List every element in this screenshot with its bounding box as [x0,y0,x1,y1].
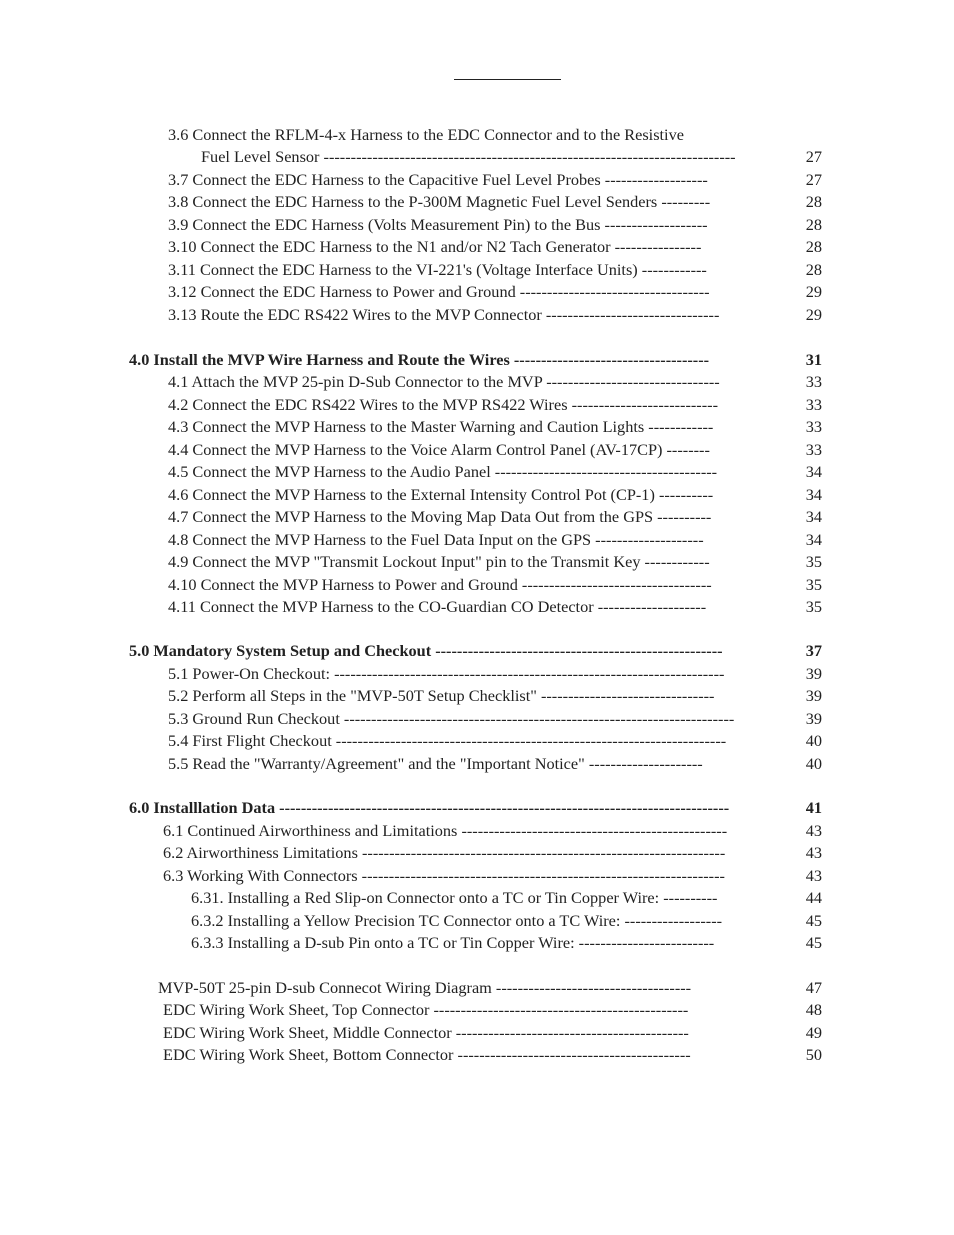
toc-entry-page: 40 [792,730,822,752]
toc-entry[interactable] [168,394,822,416]
toc-entry-title: 4.3 Connect the MVP Harness to the Master Warning and Caution Lights ------------ [168,417,714,436]
toc-entry[interactable] [191,932,822,954]
toc-entry-page: 35 [792,574,822,596]
toc-entry-page: 40 [792,753,822,775]
toc-entry-page: 33 [792,416,822,438]
toc-entry-title: 6.3.3 Installing a D-sub Pin onto a TC or Tin Copper Wire: ------------------------- [191,933,715,952]
toc-entry[interactable] [168,191,822,213]
toc-entry[interactable] [168,304,822,326]
toc-entry-page: 45 [792,932,822,954]
toc-entry[interactable] [168,461,822,483]
toc-entry-page: 34 [792,484,822,506]
toc-entry-page: 35 [792,596,822,618]
toc-entry-title: 4.7 Connect the MVP Harness to the Moving Map Data Out from the GPS ---------- [168,507,712,526]
toc-entry[interactable] [168,753,822,775]
toc-entry-page: 28 [792,236,822,258]
toc-entry[interactable] [168,551,822,573]
toc-entry[interactable] [168,439,822,461]
toc-entry-title: 6.2 Airworthiness Limitations ------------------------------------------------------------------- [163,843,726,862]
toc-entry[interactable] [168,574,822,596]
toc-entry-title: 3.8 Connect the EDC Harness to the P-300M Magnetic Fuel Level Senders --------- [168,192,711,211]
toc-entry-title: 6.3.2 Installing a Yellow Precision TC Connector onto a TC Wire: ------------------ [191,911,723,930]
toc-entry-page: 43 [792,842,822,864]
toc-entry-title: 4.4 Connect the MVP Harness to the Voice Alarm Control Panel (AV-17CP) -------- [168,440,710,459]
toc-section-heading[interactable] [129,349,822,371]
toc-entry-page: 39 [792,685,822,707]
toc-entry[interactable] [168,730,822,752]
toc-entry-title: 5.0 Mandatory System Setup and Checkout ----------------------------------------------------- [129,641,723,660]
toc-entry-title: 5.5 Read the "Warranty/Agreement" and the "Important Notice" --------------------- [168,754,703,773]
toc-entry[interactable] [191,887,822,909]
toc-entry[interactable] [168,484,822,506]
toc-entry-page: 37 [792,640,822,662]
toc-entry-title: 4.5 Connect the MVP Harness to the Audio Panel ----------------------------------------- [168,462,718,481]
toc-entry[interactable] [168,281,822,303]
toc-entry[interactable] [191,910,822,932]
toc-entry[interactable] [163,1044,822,1066]
toc-entry[interactable] [168,529,822,551]
toc-entry-title: Fuel Level Sensor ---------------------------------------------------------------------------- [201,147,736,166]
toc-entry[interactable] [168,596,822,618]
toc-entry-title: 5.3 Ground Run Checkout ------------------------------------------------------------------------ [168,709,735,728]
toc-entry-title: 3.10 Connect the EDC Harness to the N1 and/or N2 Tach Generator ---------------- [168,237,702,256]
header-rule [454,79,561,80]
toc-entry[interactable] [163,842,822,864]
toc-entry-title: 4.2 Connect the EDC RS422 Wires to the MVP RS422 Wires --------------------------- [168,395,718,414]
toc-entry-page: 41 [792,797,822,819]
toc-entry-page: 48 [792,999,822,1021]
toc-entry[interactable] [168,259,822,281]
toc-entry-page: 33 [792,394,822,416]
toc-entry-title: 3.7 Connect the EDC Harness to the Capacitive Fuel Level Probes ------------------- [168,170,708,189]
toc-entry[interactable] [158,977,822,999]
toc-entry-title: 3.6 Connect the RFLM-4-x Harness to the EDC Connector and to the Resistive [168,125,684,144]
toc-entry[interactable] [168,169,822,191]
toc-entry[interactable] [168,708,822,730]
toc-entry[interactable] [168,371,822,393]
toc-entry-title: 5.4 First Flight Checkout ------------------------------------------------------------------------ [168,731,727,750]
toc-entry-page: 31 [792,349,822,371]
toc-entry-page: 43 [792,820,822,842]
toc-entry-title: 3.13 Route the EDC RS422 Wires to the MVP Connector -------------------------------- [168,305,720,324]
toc-entry-title: 5.2 Perform all Steps in the "MVP-50T Setup Checklist" -------------------------------- [168,686,715,705]
toc-entry-title: 4.9 Connect the MVP "Transmit Lockout Input" pin to the Transmit Key ------------ [168,552,710,571]
toc-entry-page: 39 [792,663,822,685]
toc-entry-title: 4.1 Attach the MVP 25-pin D-Sub Connector to the MVP -------------------------------- [168,372,720,391]
toc-entry-page: 34 [792,461,822,483]
toc-entry-page: 34 [792,506,822,528]
toc-entry-page: 35 [792,551,822,573]
toc-entry-title: 6.1 Continued Airworthiness and Limitations ------------------------------------------------- [163,821,728,840]
toc-entry-page: 43 [792,865,822,887]
toc-entry-title: 3.9 Connect the EDC Harness (Volts Measurement Pin) to the Bus ------------------- [168,215,708,234]
toc-entry-title: 6.31. Installing a Red Slip-on Connector onto a TC or Tin Copper Wire: ---------- [191,888,718,907]
toc-entry[interactable] [168,685,822,707]
toc-entry-title: 6.3 Working With Connectors ------------------------------------------------------------------- [163,866,725,885]
toc-entry-title: 4.11 Connect the MVP Harness to the CO-Guardian CO Detector -------------------- [168,597,707,616]
toc-section-heading[interactable] [129,797,822,819]
toc-entry[interactable] [168,416,822,438]
toc-entry-page: 39 [792,708,822,730]
toc-entry-title: 3.11 Connect the EDC Harness to the VI-221's (Voltage Interface Units) ------------ [168,260,707,279]
toc-entry-title: 3.12 Connect the EDC Harness to Power and Ground ----------------------------------- [168,282,710,301]
toc-entry-title: 4.6 Connect the MVP Harness to the External Intensity Control Pot (CP-1) ---------- [168,485,714,504]
toc-entry[interactable] [163,820,822,842]
toc-entry-title: EDC Wiring Work Sheet, Top Connector ----------------------------------------------- [163,1000,689,1019]
toc-entry-page: 33 [792,439,822,461]
toc-entry-title: 6.0 Installlation Data ----------------------------------------------------------------------------------- [129,798,730,817]
toc-entry-page: 33 [792,371,822,393]
toc-entry-page: 28 [792,214,822,236]
toc-entry-page: 28 [792,191,822,213]
toc-entry-page: 27 [792,169,822,191]
toc-entry-page: 29 [792,304,822,326]
toc-section-heading[interactable] [129,640,822,662]
toc-entry-title: 4.8 Connect the MVP Harness to the Fuel Data Input on the GPS -------------------- [168,530,704,549]
toc-entry-page: 44 [792,887,822,909]
toc-entry-title: EDC Wiring Work Sheet, Middle Connector ------------------------------------------- [163,1023,689,1042]
toc-entry-title: EDC Wiring Work Sheet, Bottom Connector ------------------------------------------- [163,1045,691,1064]
toc-entry[interactable] [163,865,822,887]
toc-entry[interactable] [168,236,822,258]
toc-entry-title: MVP-50T 25-pin D-sub Connecot Wiring Diagram ------------------------------------ [158,978,692,997]
toc-entry-title: 4.0 Install the MVP Wire Harness and Route the Wires ------------------------------------ [129,350,710,369]
toc-entry[interactable] [168,663,822,685]
toc-entry[interactable] [168,124,818,146]
toc-entry-title: 4.10 Connect the MVP Harness to Power and Ground ----------------------------------- [168,575,712,594]
toc-entry-page: 28 [792,259,822,281]
toc-entry-title: 5.1 Power-On Checkout: ------------------------------------------------------------------------ [168,664,725,683]
toc-entry-page: 50 [792,1044,822,1066]
toc-entry-page: 45 [792,910,822,932]
toc-entry[interactable] [163,999,822,1021]
toc-entry-page: 49 [792,1022,822,1044]
toc-entry-page: 47 [792,977,822,999]
toc-entry[interactable] [168,506,822,528]
toc-entry[interactable] [201,146,822,168]
toc-entry[interactable] [168,214,822,236]
toc-entry-page: 27 [792,146,822,168]
toc-entry[interactable] [163,1022,822,1044]
toc-entry-page: 29 [792,281,822,303]
toc-entry-page: 34 [792,529,822,551]
